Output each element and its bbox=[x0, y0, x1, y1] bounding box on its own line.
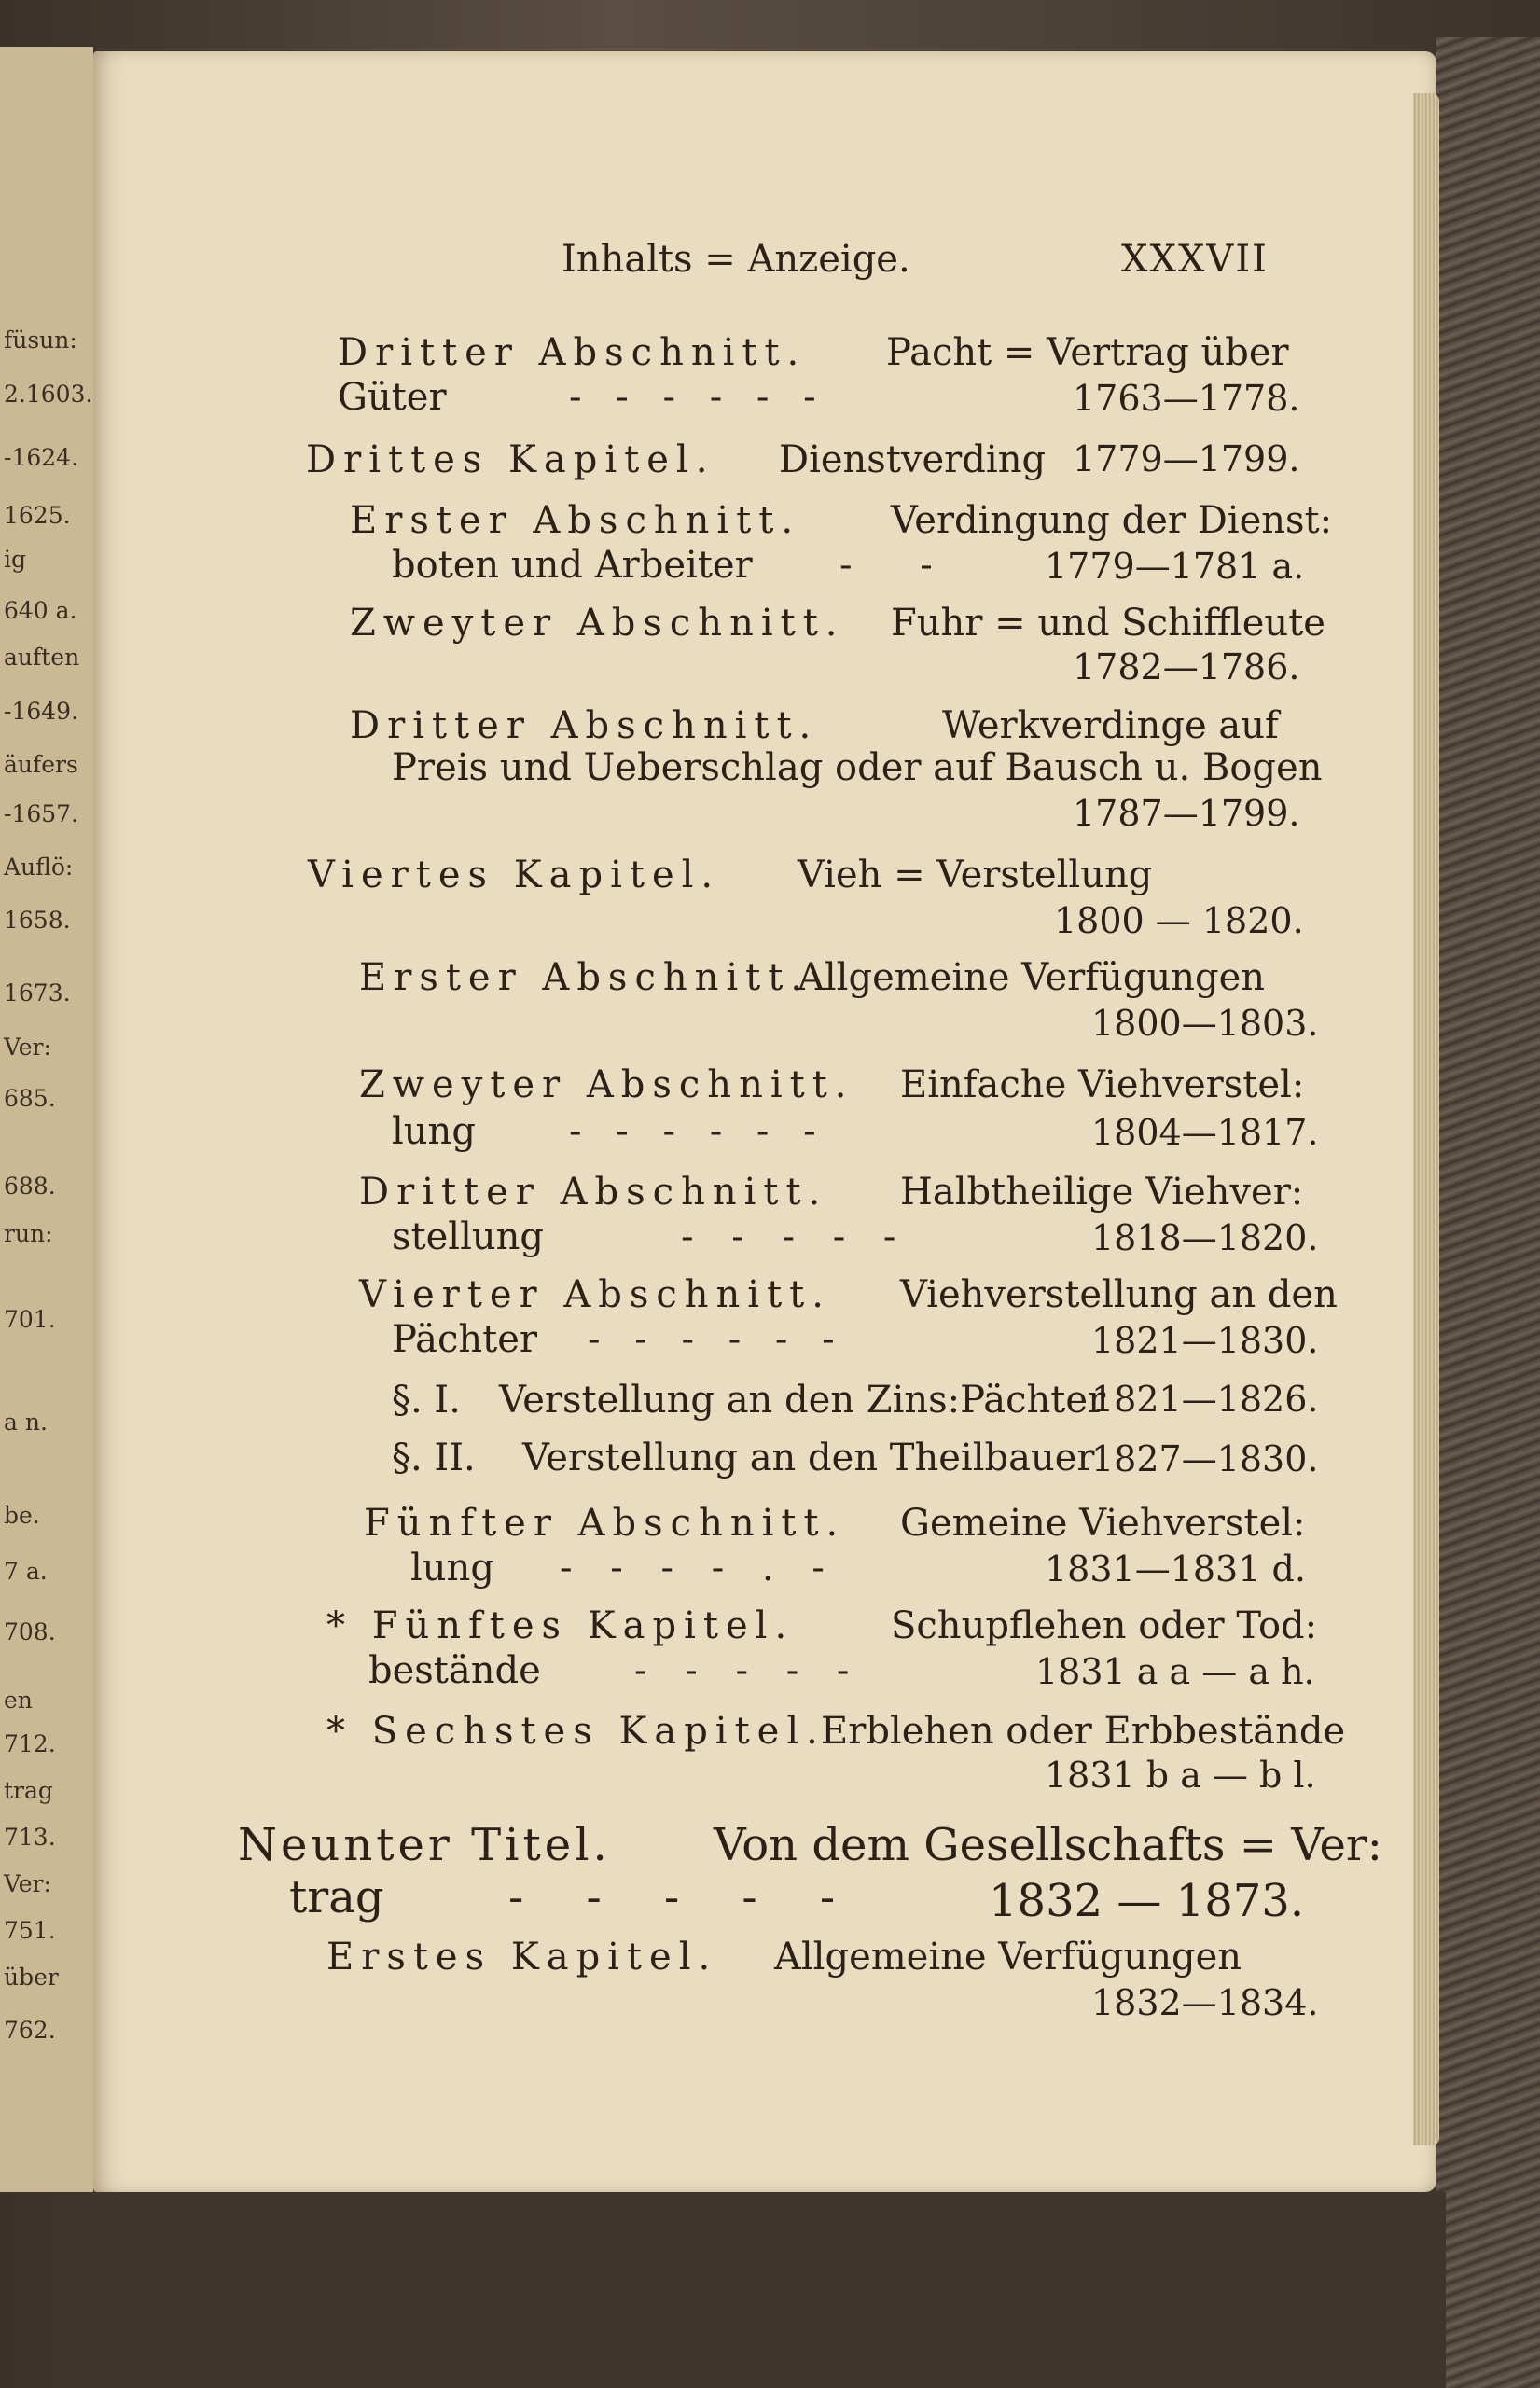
entry-pages: 1779—1781 a. bbox=[1045, 546, 1305, 587]
entry-line2: lung bbox=[410, 1547, 494, 1590]
margin-fragment: 640 a. bbox=[4, 597, 77, 624]
entry-text: Allgemeine Verfügungen bbox=[798, 956, 1266, 999]
margin-fragment: 1673. bbox=[4, 979, 71, 1007]
margin-fragment: 751. bbox=[4, 1917, 56, 1944]
margin-fragment: auften bbox=[4, 644, 80, 671]
entry-label: Neunter Titel. bbox=[238, 1819, 611, 1871]
entry-text: Werkverdinge auf bbox=[942, 704, 1279, 747]
entry-text: Gemeine Viehverstel: bbox=[900, 1502, 1306, 1545]
margin-fragment: 713. bbox=[4, 1824, 56, 1851]
cover-edge bbox=[1436, 37, 1540, 2388]
entry-label: Drittes Kapitel. bbox=[306, 438, 715, 481]
entry-label: Zweyter Abschnitt. bbox=[350, 602, 845, 645]
entry-label: Erstes Kapitel. bbox=[326, 1936, 718, 1978]
margin-fragment: 2.1603. bbox=[4, 381, 93, 408]
margin-fragment: 712. bbox=[4, 1730, 56, 1757]
entry-line2: Pächter bbox=[392, 1318, 537, 1361]
entry-dots: - - - - . - bbox=[560, 1547, 838, 1590]
entry-line2: beständе bbox=[368, 1649, 541, 1692]
entry-text: Einfache Viehverstel: bbox=[900, 1063, 1305, 1106]
entry-pages: 1818—1820. bbox=[1091, 1217, 1319, 1258]
entry-pages: 1800—1803. bbox=[1091, 1003, 1319, 1044]
entry-pages: 1827—1830. bbox=[1091, 1438, 1319, 1479]
entry-text: Allgemeine Verfügungen bbox=[774, 1936, 1242, 1978]
entry-text: Von dem Gesellschafts = Ver: bbox=[714, 1819, 1382, 1871]
margin-fragment: füsun: bbox=[4, 326, 77, 354]
entry-line2: lung bbox=[392, 1110, 476, 1153]
page-edge-stack bbox=[1413, 93, 1439, 2145]
entry-text: Vieh = Verstellung bbox=[798, 854, 1153, 896]
entry-line2: stellung bbox=[392, 1215, 544, 1258]
entry-line2: Preis und Ueberschlag oder auf Bausch u. Bogen bbox=[392, 746, 1323, 789]
margin-fragment: trag bbox=[4, 1777, 53, 1804]
entry-label: Dritter Abschnitt. bbox=[350, 704, 819, 747]
entry-label: Dritter Abschnitt. bbox=[338, 331, 807, 374]
entry-dots: - - - - - - bbox=[569, 1110, 827, 1153]
margin-fragment: äufers bbox=[4, 751, 78, 778]
entry-pages: 1832 — 1873. bbox=[989, 1875, 1305, 1927]
margin-fragment: über bbox=[4, 1964, 59, 1991]
entry-label: Vierter Abschnitt. bbox=[359, 1273, 831, 1316]
entry-text: Schupflehen oder Tod: bbox=[891, 1604, 1318, 1647]
entry-dots: - - - - - bbox=[681, 1215, 909, 1258]
margin-fragment: Ver: bbox=[4, 1034, 51, 1061]
entry-text: Verstellung an den Theilbauer bbox=[522, 1437, 1095, 1479]
entry-text: Verstellung an den Zins:Pächter bbox=[499, 1379, 1106, 1422]
entry-text: Fuhr = und Schiffleute bbox=[891, 602, 1325, 645]
entry-label: Viertes Kapitel. bbox=[308, 854, 721, 896]
left-page-edge bbox=[0, 47, 93, 2192]
margin-fragment: 1625. bbox=[4, 502, 71, 529]
entry-pages: 1821—1826. bbox=[1091, 1379, 1319, 1420]
margin-fragment: -1624. bbox=[4, 444, 79, 471]
margin-fragment: ig bbox=[4, 546, 26, 573]
entry-pages: 1831 a a — a h. bbox=[1035, 1651, 1315, 1692]
margin-fragment: Auflö: bbox=[4, 854, 74, 881]
entry-pages: 1779—1799. bbox=[1073, 438, 1300, 479]
entry-dots: - - - - - bbox=[508, 1871, 860, 1923]
margin-fragment: run: bbox=[4, 1220, 53, 1247]
entry-dots: - - - - - - bbox=[569, 376, 827, 419]
entry-label: Fünfter Abschnitt. bbox=[364, 1502, 846, 1545]
entry-pages: 1804—1817. bbox=[1091, 1112, 1319, 1153]
margin-fragment: 7 a. bbox=[4, 1558, 48, 1585]
entry-pages: 1782—1786. bbox=[1073, 646, 1300, 687]
entry-label: Zweyter Abschnitt. bbox=[359, 1063, 854, 1106]
entry-line2: boten und Arbeiter bbox=[392, 544, 753, 587]
margin-fragment: 762. bbox=[4, 2017, 56, 2044]
entry-label: Erster Abschnitt. bbox=[350, 499, 801, 542]
margin-fragment: -1657. bbox=[4, 800, 79, 827]
entry-pages: 1787—1799. bbox=[1073, 793, 1300, 834]
entry-pages: 1821—1830. bbox=[1091, 1320, 1319, 1361]
page-number: XXXVII bbox=[1121, 238, 1269, 281]
margin-fragment: -1649. bbox=[4, 698, 79, 725]
running-title: Inhalts = Anzeige. bbox=[562, 238, 910, 281]
entry-text: Erblehen oder Erbbestände bbox=[821, 1710, 1346, 1753]
entry-label: * Fünftes Kapitel. bbox=[326, 1604, 795, 1647]
cover-bottom bbox=[56, 2192, 1446, 2388]
margin-fragment: 1658. bbox=[4, 907, 71, 934]
margin-fragment: 701. bbox=[4, 1306, 56, 1333]
entry-line2: Güter bbox=[338, 376, 447, 419]
entry-label: §. I. bbox=[392, 1379, 461, 1422]
entry-dots: - - - - - bbox=[634, 1649, 863, 1692]
entry-label: * Sechstes Kapitel. bbox=[326, 1710, 825, 1753]
entry-line2: trag bbox=[289, 1871, 384, 1923]
entry-text: Pacht = Vertrag über bbox=[886, 331, 1289, 374]
entry-text: Verdingung der Dienst: bbox=[891, 499, 1333, 542]
margin-fragment: 688. bbox=[4, 1173, 56, 1200]
entry-pages: 1763—1778. bbox=[1073, 378, 1300, 419]
margin-fragment: Ver: bbox=[4, 1870, 51, 1897]
margin-fragment: 685. bbox=[4, 1085, 56, 1112]
margin-fragment: 708. bbox=[4, 1618, 56, 1645]
margin-fragment: en bbox=[4, 1687, 33, 1714]
entry-dots: - - - - - - bbox=[588, 1318, 846, 1361]
entry-label: Dritter Abschnitt. bbox=[359, 1171, 828, 1214]
entry-text: Halbtheilige Viehver: bbox=[900, 1171, 1304, 1214]
entry-text: Dienstverding bbox=[779, 438, 1047, 481]
entry-pages: 1831—1831 d. bbox=[1045, 1548, 1306, 1590]
entry-pages: 1800 — 1820. bbox=[1054, 900, 1304, 941]
margin-fragment: be. bbox=[4, 1502, 40, 1529]
entry-dots: - - bbox=[839, 544, 961, 587]
entry-label: §. II. bbox=[392, 1437, 476, 1479]
entry-pages: 1831 b a — b l. bbox=[1045, 1755, 1316, 1796]
entry-label: Erster Abschnitt. bbox=[359, 956, 811, 999]
margin-fragment: a n. bbox=[4, 1409, 48, 1436]
entry-pages: 1832—1834. bbox=[1091, 1982, 1319, 2023]
entry-text: Viehverstellung an den bbox=[900, 1273, 1338, 1316]
